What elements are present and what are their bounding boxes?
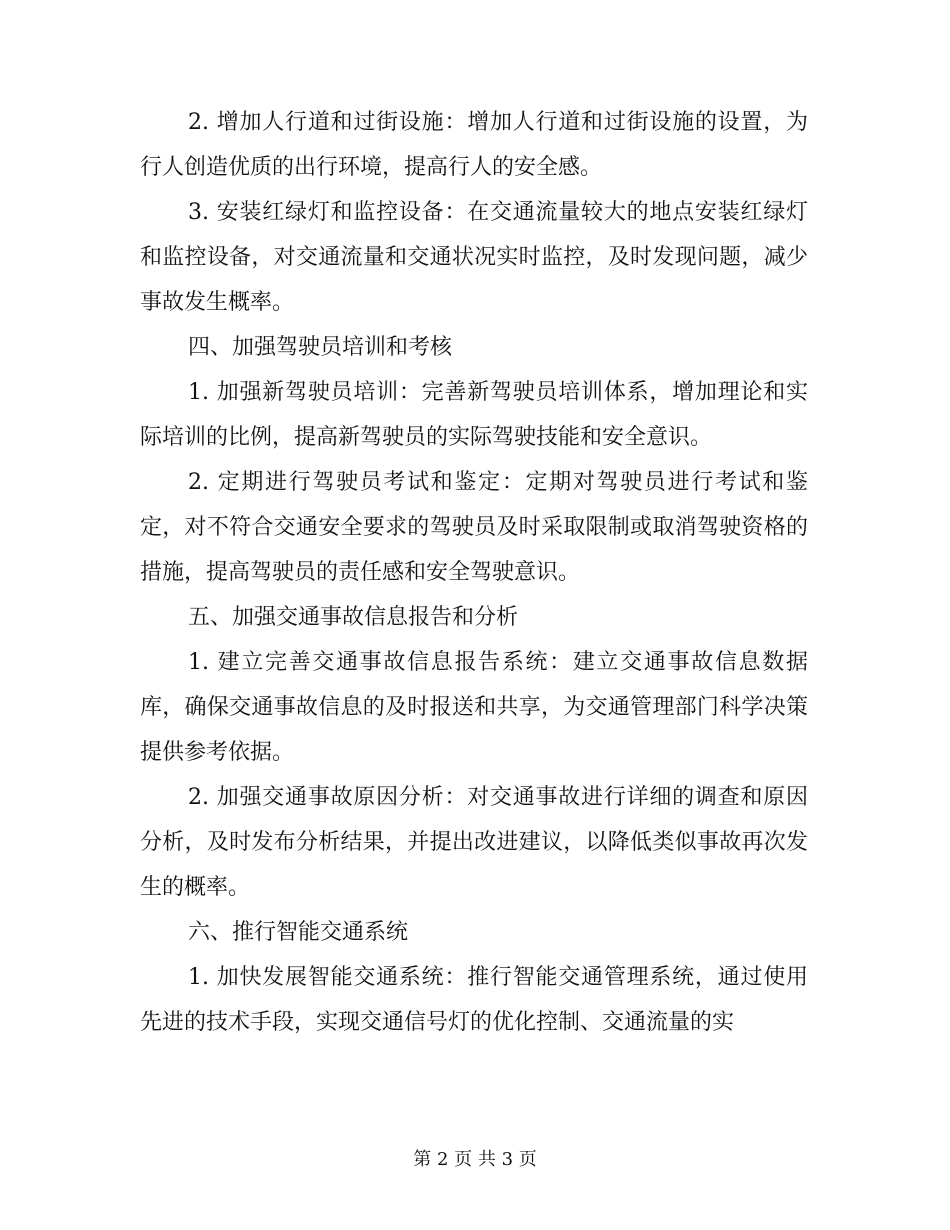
paragraph-pedestrian-facilities: 2. 增加人行道和过街设施：增加人行道和过街设施的设置，为行人创造优质的出行环境，提高行人的安全感。 [140,110,808,180]
paragraph-new-driver-training: 1. 加强新驾驶员培训：完善新驾驶员培训体系，增加理论和实际培训的比例，提高新驾驶员的实际驾驶技能和安全意识。 [140,380,808,450]
paragraph-smart-traffic-development: 1. 加快发展智能交通系统：推行智能交通管理系统，通过使用先进的技术手段，实现交通信号灯的优化控制、交通流量的实 [140,965,808,1035]
paragraph-traffic-lights-monitoring: 3. 安装红绿灯和监控设备：在交通流量较大的地点安装红绿灯和监控设备，对交通流量和交通状况实时监控，及时发现问题，减少事故发生概率。 [140,200,808,315]
page-footer: 第 2 页 共 3 页 [413,1149,537,1170]
section-heading-smart-traffic: 六、推行智能交通系统 [188,920,409,945]
paragraph-accident-report-system: 1. 建立完善交通事故信息报告系统：建立交通事故信息数据库，确保交通事故信息的及时报送和共享，为交通管理部门科学决策提供参考依据。 [140,650,808,765]
document-body [140,100,808,1045]
paragraph-driver-examination: 2. 定期进行驾驶员考试和鉴定：定期对驾驶员进行考试和鉴定，对不符合交通安全要求的驾驶员及时采取限制或取消驾驶资格的措施，提高驾驶员的责任感和安全驾驶意识。 [140,470,808,585]
section-heading-accident-reporting: 五、加强交通事故信息报告和分析 [188,605,519,630]
section-heading-driver-training: 四、加强驾驶员培训和考核 [188,335,453,360]
paragraph-accident-cause-analysis: 2. 加强交通事故原因分析：对交通事故进行详细的调查和原因分析，及时发布分析结果，并提出改进建议，以降低类似事故再次发生的概率。 [140,785,808,900]
